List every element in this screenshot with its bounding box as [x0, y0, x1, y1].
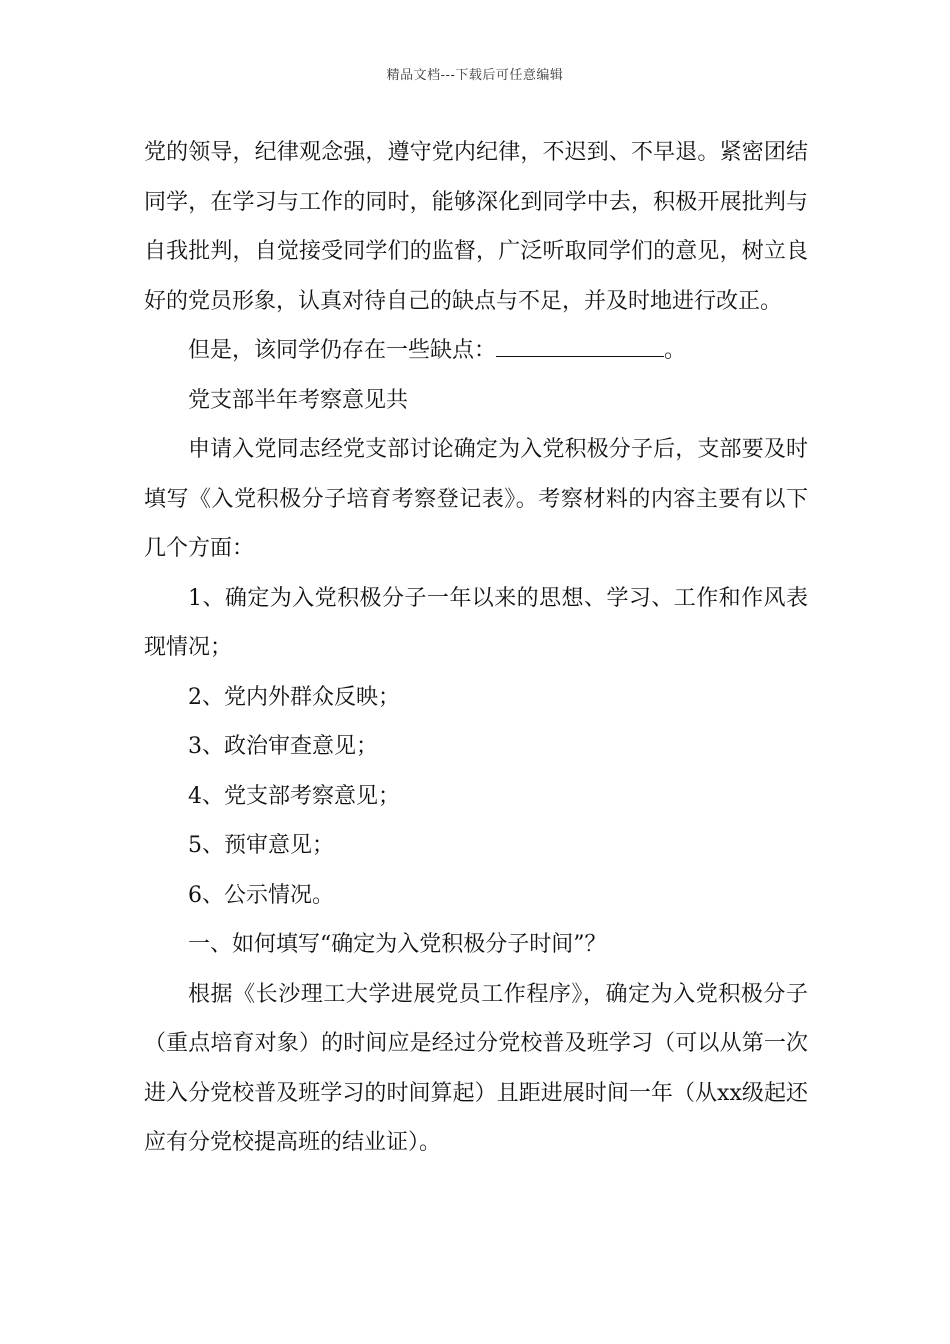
list-item-4: 4、党支部考察意见；: [188, 783, 400, 809]
section-heading-1: 一、如何填写“确定为入党积极分子时间”？: [188, 932, 607, 957]
paragraph-application: 申请入党同志经党支部讨论确定为入党积极分子后，支部要及时填写《入党积极分子培育考察登记表》。考察材料的内容主要有以下几个方面：: [144, 437, 808, 561]
paragraph-party-leadership: 党的领导，纪律观念强，遵守党内纪律，不迟到、不早退。紧密团结同学，在学习与工作的同时，能够深化到同学中去，积极开展批判与自我批判，自觉接受同学们的监督，广泛听取同学们的意见，树立良好的党员形象，认真对待自己的缺点与不足，并及时地进行改正。: [144, 140, 808, 314]
shortcomings-label: 但是，该同学仍存在一些缺点：: [188, 338, 497, 363]
paragraph-shortcomings: [144, 326, 808, 376]
list-item-6: 6、公示情况。: [188, 882, 334, 908]
list-item-5: 5、预审意见；: [188, 833, 334, 858]
list-item-3: 3、政治审查意见；: [188, 734, 378, 759]
paragraph-branch-opinion: 党支部半年考察意见共: [188, 387, 409, 413]
list-item-2: 2、党内外群众反映；: [188, 684, 400, 710]
paragraph-procedure: 根据《长沙理工大学进展党员工作程序》，确定为入党积极分子（重点培育对象）的时间应是经过分党校普及班学习（可以从第一次进入分党校普及班学习的时间算起）且距进展时间一年（从xx级起还应有分党校提高班的结业证）。: [144, 981, 808, 1155]
fill-in-blank: [496, 336, 664, 357]
document-body: [144, 128, 808, 1168]
list-item-1: 1、确定为入党积极分子一年以来的思想、学习、工作和作风表现情况；: [144, 585, 808, 660]
shortcomings-end: 。: [664, 338, 687, 363]
page-header: 精品文档---下载后可任意编辑: [386, 68, 564, 83]
